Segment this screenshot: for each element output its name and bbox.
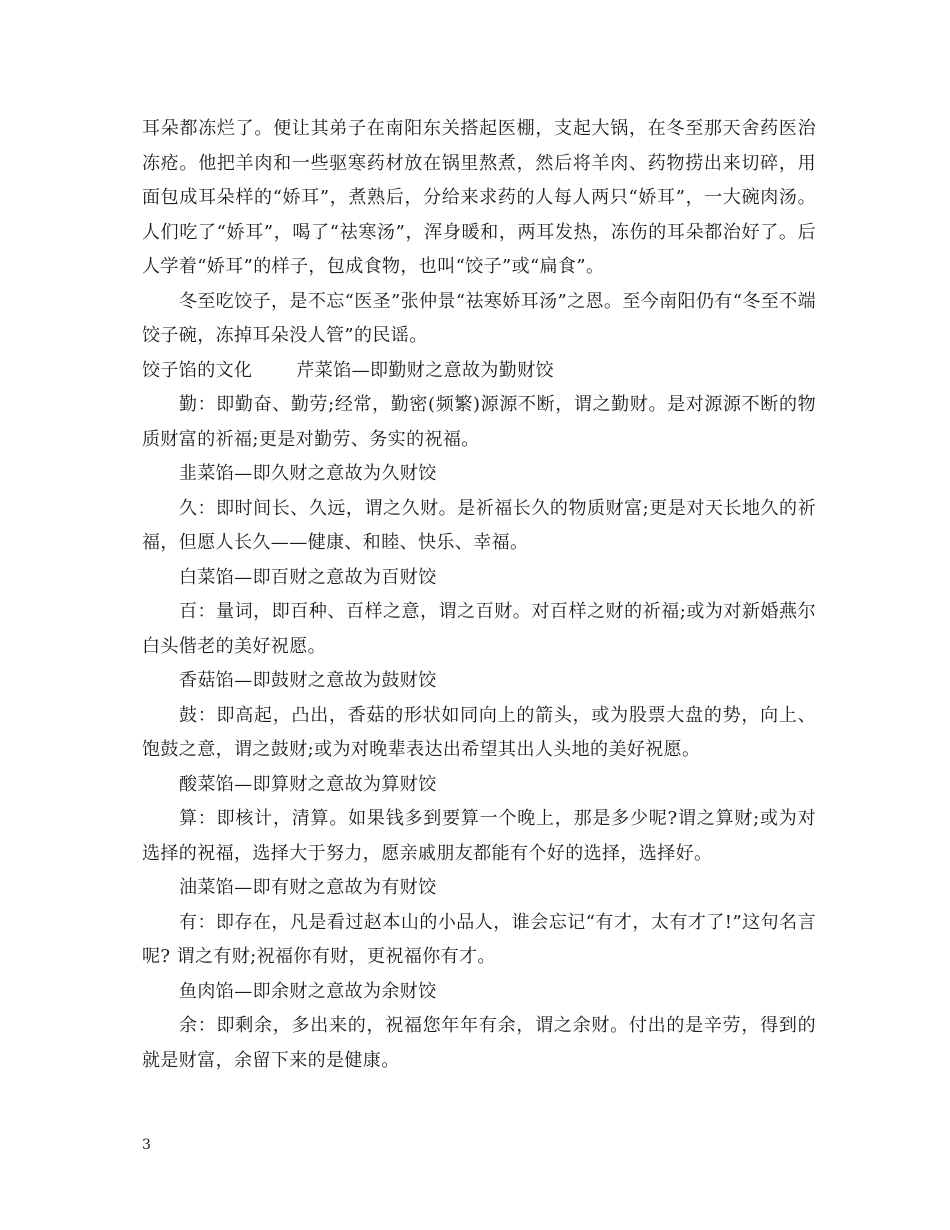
filling-item-description: 有：即存在，凡是看过赵本山的小品人，谁会忘记“有才，太有才了!”这句名言呢? 谓之有财;祝福你有财，更祝福你有才。	[142, 911, 816, 967]
filling-item-description: 算：即核计，清算。如果钱多到要算一个晚上，那是多少呢?谓之算财;或为对选择的祝福，选择大于努力，愿亲戚朋友都能有个好的选择，选择好。	[142, 808, 816, 864]
filling-item-title: 香菇馅—即鼓财之意故为鼓财饺	[179, 670, 437, 691]
filling-item-title: 白菜馅—即百财之意故为百财饺	[179, 566, 437, 588]
filling-item-title: 韭菜馅—即久财之意故为久财饺	[179, 463, 437, 484]
page-number: 3	[142, 1137, 151, 1153]
filling-item-description: 久：即时间长、久远，谓之久财。是祈福长久的物质财富;更是对天长地久的祈福，但愿人长久——健康、和睦、快乐、幸福。	[142, 497, 816, 553]
filling-item-title: 油菜馅—即有财之意故为有财饺	[179, 877, 437, 898]
section-heading	[142, 354, 816, 389]
body-paragraph: 耳朵都冻烂了。便让其弟子在南阳东关搭起医棚，支起大锅，在冬至那天舍药医治冻疮。他把羊肉和一些驱寒药材放在锅里熬煮，然后将羊肉、药物捞出来切碎，用面包成耳朵样的“娇耳”，煮熟后，分给来求药的人每人两只“娇耳”，一大碗肉汤。人们吃了“娇耳”，喝了“祛寒汤”，浑身暖和，两耳发热，冻伤的耳朵都治好了。后人学着“娇耳”的样子，包成食物，也叫“饺子”或“扁食”。	[142, 118, 816, 277]
document-body	[142, 112, 816, 1078]
filling-item-description: 余：即剩余，多出来的，祝福您年年有余，谓之余财。付出的是辛劳，得到的就是财富，余留下来的是健康。	[142, 1015, 816, 1071]
filling-item-title: 酸菜馅—即算财之意故为算财饺	[179, 773, 437, 795]
filling-item-title: 鱼肉馅—即余财之意故为余财饺	[179, 980, 437, 1002]
body-paragraph: 冬至吃饺子，是不忘“医圣”张仲景“祛寒娇耳汤”之恩。至今南阳仍有“冬至不端饺子碗，冻掉耳朵没人管”的民谣。	[142, 290, 816, 346]
filling-item-title: 芹菜馅—即勤财之意故为勤财饺	[296, 359, 555, 381]
filling-item-description: 勤：即勤奋、勤劳;经常，勤密(频繁)源源不断，谓之勤财。是对源源不断的物质财富的祈福;更是对勤劳、务实的祝福。	[142, 394, 816, 450]
filling-item-description: 鼓：即高起，凸出，香菇的形状如同向上的箭头，或为股票大盘的势，向上、饱鼓之意，谓之鼓财;或为对晚辈表达出希望其出人头地的美好祝愿。	[142, 704, 816, 760]
section-title: 饺子馅的文化	[142, 359, 253, 381]
filling-item-description: 百：量词，即百种、百样之意，谓之百财。对百样之财的祈福;或为对新婚燕尔白头偕老的美好祝愿。	[142, 601, 816, 657]
